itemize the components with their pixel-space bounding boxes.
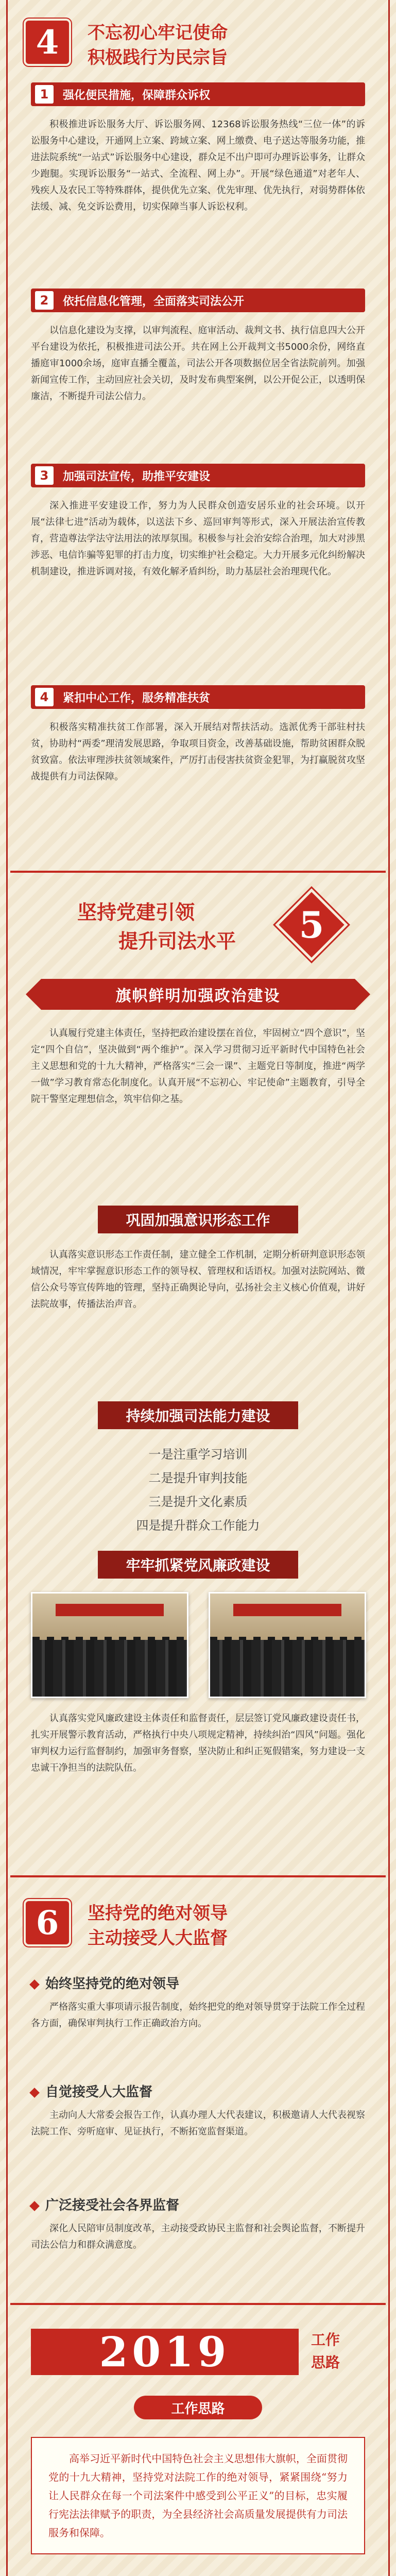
sec4-item-1-bar <box>31 82 365 106</box>
sec4-item-2-text: 以信息化建设为支撑，以审判流程、庭审活动、裁判文书、执行信息四大公开平台建设为依托，积极推进司法公开。共在网上公开裁判文书5000余份，网络直播庭审1000余场，庭审直播全覆盖，司法公开各项数据位居全省法院前列。加强新闻宣传工作，主动回应社会关切，及时发布典型案例，以公开促公正，以透明保廉洁，不断提升司法公信力。 <box>31 325 365 402</box>
sec4-item-4-text: 积极落实精准扶贫工作部署，深入开展结对帮扶活动。选派优秀干部驻村扶贫，协助村“两委”理清发展思路，争取项目资金，改善基础设施，帮助贫困群众脱贫致富。依法审理涉扶贫领域案件，严厉打击侵害扶贫资金犯罪，为打赢脱贫攻坚战提供有力司法保障。 <box>31 722 365 782</box>
sec5-list-item: 三是提升文化素质 <box>148 1495 248 1509</box>
sec6-number: 6 <box>26 1901 69 1944</box>
sec4-title-2: 积极践行为民宗旨 <box>88 47 228 68</box>
sec4-item-2-num: 2 <box>35 291 54 310</box>
work-thinking-pill: 工作思路 <box>134 2396 262 2419</box>
diamond-bullet-icon <box>29 2088 40 2098</box>
sec4-item-3-num: 3 <box>35 466 54 485</box>
sec6-header <box>10 1896 386 1953</box>
sec4-number: 4 <box>26 21 69 64</box>
sec6-p1-title: 始终坚持党的绝对领导 <box>31 1973 365 1992</box>
sec5-banner: 旗帜鲜明加强政治建设 <box>41 979 355 1010</box>
year-2019: 2019 <box>31 2329 299 2375</box>
work-thinking-card: 高举习近平新时代中国特色社会主义思想伟大旗帜，全面贯彻党的十九大精神，坚持党对法院工作的绝对领导，紧紧围绕“努力让人民群众在每一个司法案件中感受到公平正义”的目标，忠实履行宪法法律赋予的职责，为全县经济社会高质量发展提供有力司法服务和保障。 <box>31 2437 365 2554</box>
sec6-p3-title: 广泛接受社会各界监督 <box>31 2195 365 2214</box>
sec4-item-1-num: 1 <box>35 85 54 104</box>
diamond-bullet-icon <box>29 2201 40 2211</box>
sec4-item-4-label: 紧扣中心工作，服务精准扶贫 <box>63 691 211 705</box>
sec4-header <box>10 15 386 72</box>
sec4-item-1-label: 强化便民措施，保障群众诉权 <box>63 89 211 102</box>
sec5-sub-3: 牢牢抓紧党风廉政建设 <box>98 1551 298 1579</box>
sec6-title-2: 主动接受人大监督 <box>88 1928 228 1948</box>
sec5-number: 5 <box>299 903 324 946</box>
sec6-p3-text: 深化人民陪审员制度改革，主动接受政协民主监督和社会舆论监督，不断提升司法公信力和群众满意度。 <box>31 2223 365 2250</box>
diamond-bullet-icon <box>29 1979 40 1990</box>
sec5-banner-text: 认真履行党建主体责任，坚持把政治建设摆在首位，牢固树立“四个意识”，坚定“四个自信”，坚决做到“两个维护”。深入学习贯彻习近平新时代中国特色社会主义思想和党的十九大精神，严格落实“三会一课”、主题党日等制度，推进“两学一做”学习教育常态化制度化。认真开展“不忘初心、牢记使命”主题教育，引导全院干警坚定理想信念，筑牢信仰之基。 <box>31 1028 365 1105</box>
sec5-title-2: 提升司法水平 <box>118 929 236 953</box>
meeting-photo-2 <box>209 1592 366 1698</box>
sec4-title-1: 不忘初心牢记使命 <box>88 23 228 43</box>
meeting-photo-1 <box>31 1592 188 1698</box>
sec4-item-3-text: 深入推进平安建设工作，努力为人民群众创造安居乐业的社会环境。以开展“法律七进”活动为载体，以送法下乡、巡回审判等形式，深入开展法治宣传教育，营造尊法学法守法用法的浓厚氛围。积极参与社会治安综合治理，加大对涉黑涉恶、电信诈骗等犯罪的打击力度，切实维护社会稳定。大力开展多元化纠纷解决机制建设，推进诉调对接，有效化解矛盾纠纷，助力基层社会治理现代化。 <box>31 500 365 577</box>
sec5-list-item: 二是提升审判技能 <box>148 1471 248 1485</box>
sec4-item-2-bar <box>31 289 365 312</box>
sec4-item-4-bar <box>31 685 365 709</box>
sec4-item-2-label: 依托信息化管理，全面落实司法公开 <box>63 295 245 308</box>
sec5-title-1: 坚持党建引领 <box>77 901 195 924</box>
sec5-sub-2-list <box>31 1443 365 1537</box>
sec4-item-4-num: 4 <box>35 688 54 706</box>
section-divider <box>10 1875 386 1877</box>
sec5-sub-3-text: 认真落实党风廉政建设主体责任和监督责任，层层签订党风廉政建设责任书，扎实开展警示教育活动，严格执行中央八项规定精神，持续纠治“四风”问题。强化审判权力运行监督制约，加强审务督察，坚决防止和纠正冤假错案，努力建设一支忠诚干净担当的法院队伍。 <box>31 1713 365 1773</box>
sec5-list-item: 一是注重学习培训 <box>148 1447 248 1462</box>
sec6-title-1: 坚持党的绝对领导 <box>88 1903 228 1924</box>
sec5-sub-2: 持续加强司法能力建设 <box>98 1401 298 1429</box>
sec4-item-1-text: 积极推进诉讼服务大厅、诉讼服务网、12368诉讼服务热线“三位一体”的诉讼服务中心建设，开通网上立案、跨域立案、网上缴费、电子送达等服务功能，推进法院系统“一站式”诉讼服务中心建设，群众足不出户即可办理诉讼事务，让群众少跑腿。实现诉讼服务“一站式、全流程、网上办”。开展“绿色通道”对老年人、残疾人及农民工等特殊群体，提供优先立案、优先审理、优先执行，对弱势群体依法缓、减、免交诉讼费用，切实保障当事人诉讼权利。 <box>31 119 365 212</box>
sec4-item-3-label: 加强司法宣传，助推平安建设 <box>63 470 211 483</box>
sec5-list-item: 四是提升群众工作能力 <box>136 1518 260 1533</box>
sec5-sub-1: 巩固加强意识形态工作 <box>98 1206 298 1233</box>
sec6-p1-text: 严格落实重大事项请示报告制度，始终把党的绝对领导贯穿于法院工作全过程各方面，确保审判执行工作正确政治方向。 <box>31 2002 365 2029</box>
section-divider <box>10 871 386 873</box>
sec6-p2-title: 自觉接受人大监督 <box>31 2081 365 2100</box>
section-divider <box>10 2303 386 2305</box>
sec4-item-3-bar <box>31 464 365 487</box>
sec5-sub-1-text: 认真落实意识形态工作责任制，建立健全工作机制，定期分析研判意识形态领域情况，牢牢掌握意识形态工作的领导权、管理权和话语权。加强对法院网站、微信公众号等宣传阵地的管理，坚持正确舆论导向，弘扬社会主义核心价值观，讲好法院故事，传播法治声音。 <box>31 1249 365 1310</box>
sec6-p2-text: 主动向人大常委会报告工作，认真办理人大代表建议，积极邀请人大代表视察法院工作、旁听庭审、见证执行，不断拓宽监督渠道。 <box>31 2110 365 2137</box>
year-label: 工作 思路 <box>311 2331 340 2371</box>
